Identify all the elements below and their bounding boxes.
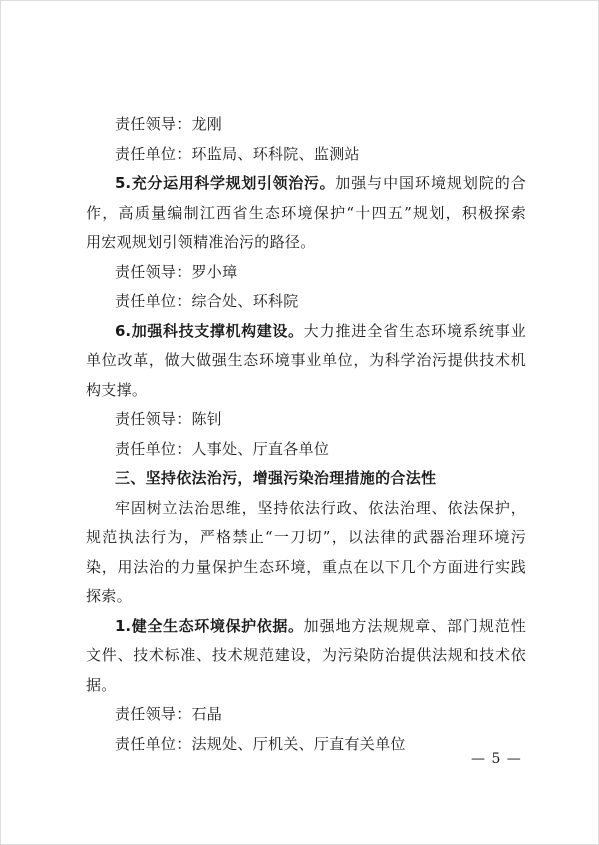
item-lead-title: 1.健全生态环境保护依据。 bbox=[115, 616, 304, 635]
responsible-leader-line: 责任领导：龙刚 bbox=[115, 115, 223, 133]
paragraph-text: 大力推进全省生态环境系统事业 bbox=[303, 321, 526, 340]
responsible-unit-line: 责任单位：法规处、厅机关、厅直有关单位 bbox=[115, 734, 406, 753]
responsible-unit-line: 责任单位：综合处、环科院 bbox=[115, 292, 299, 310]
paragraph-line: 作，高质量编制江西省生态环境保护“十四五”规划，积极探索 bbox=[86, 203, 526, 222]
paragraph-line: 探索。 bbox=[86, 587, 132, 605]
paragraph-line: 牢固树立法治思维，坚持依法行政、依法治理、依法保护， bbox=[115, 498, 526, 517]
paragraph-line: 据。 bbox=[86, 675, 117, 694]
paragraph-line: 用宏观规划引领精准治污的路径。 bbox=[86, 233, 316, 251]
responsible-unit-line: 责任单位：环监局、环科院、监测站 bbox=[115, 144, 360, 163]
paragraph-line: 单位改革，做大做强生态环境事业单位，为科学治污提供技术机 bbox=[86, 351, 526, 369]
paragraph-line bbox=[86, 612, 526, 642]
paragraph-line: 文件、技术标准、技术规范建设，为污染防治提供法规和技术依 bbox=[86, 646, 526, 664]
paragraph-text: 加强与中国环境规划院的合 bbox=[335, 174, 527, 192]
paragraph-line: 规范执法行为，严格禁止“一刀切”，以法律的武器治理环境污 bbox=[86, 528, 526, 546]
item-lead-title: 6.加强科技支撑机构建设。 bbox=[115, 321, 304, 340]
paragraph-section-3-intro bbox=[86, 494, 526, 612]
responsible-leader-line: 责任领导：陈钊 bbox=[115, 410, 223, 428]
paragraph-line: 构支撑。 bbox=[86, 380, 148, 399]
responsible-unit-line: 责任单位：人事处、厅直各单位 bbox=[115, 439, 330, 458]
paragraph-text: 加强地方法规规章、部门规范性 bbox=[303, 616, 526, 635]
responsible-leader-line: 责任领导：罗小璋 bbox=[115, 262, 238, 281]
paragraph-item-6 bbox=[86, 317, 526, 406]
paragraph-line bbox=[86, 317, 526, 347]
paragraph-item-5 bbox=[86, 169, 526, 258]
responsible-leader-line: 责任领导：石晶 bbox=[115, 705, 223, 723]
document-body bbox=[86, 110, 526, 759]
paragraph-line: 染，用法治的力量保护生态环境，重点在以下几个方面进行实践 bbox=[86, 557, 526, 576]
page-number: — 5 — bbox=[471, 751, 522, 767]
item-lead-title: 5.充分运用科学规划引领治污。 bbox=[115, 174, 336, 192]
section-heading: 三、坚持依法治污，增强污染治理措施的合法性 bbox=[115, 469, 437, 487]
paragraph-item-1 bbox=[86, 612, 526, 701]
paragraph-line bbox=[86, 169, 526, 199]
